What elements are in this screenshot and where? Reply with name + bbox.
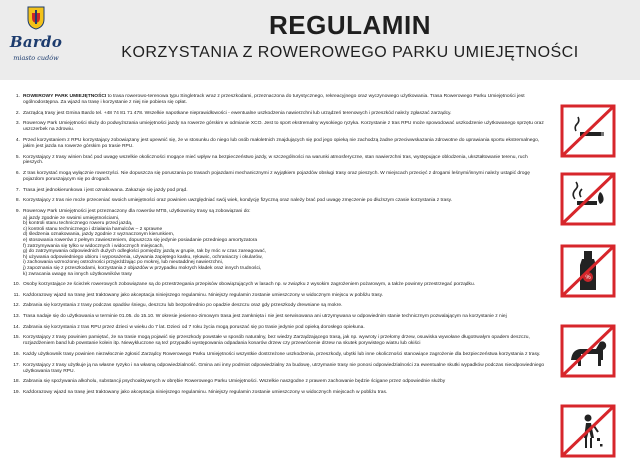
- rule-number: 5.: [15, 154, 20, 160]
- rule-body: [23, 121, 548, 133]
- rule-subitem: j) zapoznania się z przeszkodami, korzystania z objazdów w przypadku mokrych kładek oraz innych trudności,: [23, 265, 262, 271]
- rule-number: 7.: [15, 187, 20, 193]
- rule-body: [23, 303, 548, 309]
- rule-item: [12, 111, 548, 117]
- rule-body: [23, 198, 548, 204]
- rule-number: 12.: [13, 303, 20, 309]
- rule-text: Każdy użytkownik trasy powinien niezwłocznie zgłosić Zarządcy Rowerowego Parku Umiejętności wszystkie dostrzeżone uszkodzenia, przeszkody, ubytki lub inne okoliczności stanowiące zagrożenie dla bezpieczeństwa korzystania z trasy.: [23, 352, 541, 358]
- rule-body: [23, 390, 548, 396]
- rule-item: [12, 198, 548, 204]
- rule-item: [12, 352, 548, 358]
- rule-item: [12, 314, 548, 320]
- rule-text: Trasa nadaje się do użytkowania w terminie 01.05. do 15.10. W okresie jesienno-zimowym trasa jest zamknięta i nie jest serwisowana ani utrzymywana w odpowiednim stanie technicznym pozwalającym na korzystanie z niej: [23, 314, 507, 319]
- rule-subitem: a) jazdy zgodnie ze swoimi umiejętnościami,: [23, 215, 120, 221]
- rule-number: 8.: [15, 198, 20, 204]
- rule-number: 4.: [15, 137, 20, 143]
- rule-subitem: b) kontroli stanu technicznego roweru przed jazdą,: [23, 221, 133, 227]
- rule-body: [23, 293, 548, 299]
- rule-number: 6.: [15, 171, 20, 177]
- rule-text: Korzystający z tras nie może przeceniać swoich umiejętności oraz powinien uwzględniać swój wiek, kondycję fizyczną oraz należy brać pod uwagę zmęczenie po dłuższym czasie korzystania z trasy.: [23, 198, 453, 204]
- rule-text: Zabrania się korzystania z tras RPU przez dzieci w wieku do 7 lat. Dzieci od 7 roku życia mogą poruszać się po trasie jedynie pod opieką dorosłego opiekuna.: [23, 324, 365, 330]
- rule-body: [23, 138, 548, 150]
- rule-item: [12, 188, 548, 194]
- page-subtitle: KORZYSTANIA Z ROWEROWEGO PARKU UMIEJĘTNOŚCI: [121, 44, 579, 61]
- rule-item: [12, 335, 548, 347]
- rule-number: 14.: [13, 324, 20, 330]
- rule-body: [23, 379, 548, 385]
- rule-number: 17.: [13, 362, 20, 368]
- rule-number: 13.: [13, 314, 20, 319]
- rule-lead: ROWEROWY PARK UMIEJĘTNOŚCI: [23, 94, 107, 99]
- rule-number: 3.: [15, 121, 20, 127]
- rule-text: Zabrania się spożywania alkoholu, substancji psychoaktywnych w obrębie Rowerowego Parku Umiejętności. Wszelkie naszgodne z prawem zachowanie będzie ścigane przez odpowiednie służby: [23, 379, 446, 385]
- header: [0, 0, 640, 80]
- rule-subitem: i) zachowania wzmożonej ostrożności przyjeżdżając po mokrej, lub nieutaddnej nawierzchni,: [23, 260, 224, 266]
- rule-number: 2.: [15, 110, 20, 116]
- rule-body: [23, 209, 548, 277]
- rule-text: Zabrania się korzystania z trasy podczas opadów śniegu, deszczu lub bezpośrednio po opadzie deszczu oraz gdy przeszkody drewniane są mokre.: [23, 303, 343, 309]
- rule-number: 1.: [15, 94, 20, 99]
- no-fire-icon: [560, 172, 616, 226]
- rule-body: [23, 325, 548, 331]
- rule-number: 11.: [13, 292, 20, 298]
- rule-item: [12, 155, 548, 167]
- rule-subitem: g) do zatrzymywania odpowiednich dużych odległości pomiędzy jazdą w grupie, tak by móc w czas zareagować,: [23, 249, 267, 255]
- rule-text: Rowerowy Park Umiejętności służy do podwyższania umiejętności jazdy na rowerze górskim w odmianie XCO. Jest to sport ekstremalny wysokiego ryzyka. Korzystanie z tras RPU może spowodować uszkodzenie użytkowanego sprzętu oraz uszczerbek na zdrowiu.: [23, 121, 544, 133]
- rule-item: [12, 209, 548, 277]
- no-littering-icon: [560, 404, 616, 458]
- logo-text: Bardo: [9, 33, 63, 51]
- rule-body: [23, 188, 548, 194]
- rule-text: Trasa jest jednokierunkowa i jest oznakowana. Zakazuje się jazdy pod prąd.: [23, 187, 188, 193]
- rule-body: [23, 155, 548, 167]
- rule-text: Korzystający z trasy użytkuje ją na własne ryzyko i na własną odpowiedzialność. Gmina ani inny podmiot odpowiedzialny za budowę, utrzymanie trasy nie ponosi odpowiedzialności za ewentualne skutki wypadków podczas nieodpowiedniego użytkowania trasy RPU.: [23, 362, 545, 374]
- rule-body: [23, 363, 548, 375]
- logo-slogan: miasto cudów: [13, 54, 59, 62]
- rule-number: 9.: [15, 209, 20, 215]
- rule-text: Kaźdorazowy wjazd na trasę jest traktowany jako akceptacja niniejszego regulaminu. Niniejszy regulamin zostanie umieszczony w widocznych miejscach w pobliżu tras.: [23, 390, 388, 396]
- rule-number: 19.: [13, 390, 20, 396]
- rule-body: [23, 171, 548, 183]
- rule-text: Korzystający z trasy powinien pamiętać, że na trasie mogą pojawić się przeszkody powstałe w sposób naturalny, bez wiedzy Zarządzającego trasą, jak np. wywroty i przełomy drzew, osuwiska wywołane długotrwałym opadem deszczu, rozjazdżeniem band lub powstanie kolein itp. Niewykluczone są też przypadki występowania odpadania konarów drzew czy przewrócenie drzew na skutek porywistego wiatru lub okiści: [23, 335, 530, 347]
- rule-subitem: c) kontroli stanu technicznego i działania hamulców – 2 sprawne: [23, 226, 163, 232]
- rule-body: [23, 314, 548, 320]
- rule-item: [12, 363, 548, 375]
- rule-subitem: k) zwracania uwagę na innych użytkowników trasy: [23, 271, 133, 277]
- rule-sublist: [23, 216, 548, 278]
- rule-subitem: h) używania odpowiedniego ubioru i wyposażenia, używania zapiętego kasku, rękawic, ochraniaczy i okularów,: [23, 254, 263, 260]
- rule-item: [12, 303, 548, 309]
- rule-item: [12, 293, 548, 299]
- rule-body: [23, 335, 548, 347]
- rule-body: [23, 282, 548, 288]
- rule-body: [23, 111, 548, 117]
- page-title: REGULAMIN: [269, 10, 431, 40]
- no-alcohol-icon: [560, 244, 616, 298]
- rule-text: Korzystający z trasy winien brać pod uwagę wszelkie okoliczności mogące mieć wpływ na bezpieczeństwo jazdy, w szczególności na warunki atmosferyczne, stan nawierzchni tras, występujące oblodzenia, ukształtowanie terenu, ruch pieszych.: [23, 154, 528, 166]
- rule-text: Osoby korzystające ze ścieżek rowerowych zobowiązane są do przestrzegania przepisów obowiązujących w lasach np. w związku z wysokim zagrożeniem pożarowym, a także powinny przestrzegać porządku.: [23, 281, 476, 287]
- svg-text:%: %: [585, 275, 591, 281]
- no-smoking-icon: [560, 104, 616, 158]
- rule-item: [12, 94, 548, 106]
- rule-subitem: f) zatrzymywania się tylko w widocznych i widocznych miejscach,: [23, 243, 164, 249]
- no-dogs-icon: [560, 324, 616, 378]
- rule-item: [12, 379, 548, 385]
- rule-text: Kaźdorazowy wjazd na trasę jest traktowany jako akceptacja niniejszego regulaminu. Niniejszy regulamin zostanie umieszczony w widocznym miejscu w pobliżu trasy.: [23, 292, 384, 298]
- rule-item: [12, 325, 548, 331]
- rule-item: [12, 138, 548, 150]
- rule-text: Rowerowy Park Umiejętności jest przeznaczony dla rowerów MTB, użytkownicy trasy są zobowiązani do:: [23, 209, 251, 215]
- rule-body: [23, 94, 548, 106]
- rule-number: 18.: [13, 379, 20, 385]
- rule-text: Zarządcą trasy jest Gmina Bardo tel. +48 74 81 71 478. Wszelkie napotkane nieprawidłowości - ewentualne uszkodzenia nawierzchni lub urządzeń terenowych i przeszkód należy zgłaszać zarządcy.: [23, 110, 452, 116]
- rule-item: [12, 390, 548, 396]
- rule-number: 10.: [13, 281, 20, 287]
- rule-item: [12, 282, 548, 288]
- rule-number: 16.: [13, 352, 20, 358]
- bardo-logo: [8, 6, 64, 76]
- rule-body: [23, 352, 548, 358]
- rule-text: Przed korzystaniem z RPU korzystający zobowiązany jest upewnić się, że w stosunku do niego lub osób małoletnich znajdujących się pod jego opieką nie zachodzą żadne przeciwwskazania zdrowotne do uprawiania sportu ekstremalnego, jakim jest jazda na rowerze górskim po trasie RPU.: [23, 137, 540, 149]
- rule-subitem: e) stosowania rowerów z pełnym zawieszeniem, dopuszcza się jedynie posiadanie przedniego amortyzatora: [23, 237, 258, 243]
- coat-of-arms-icon: [27, 6, 45, 30]
- rule-subitem: d) śledzenia oznakowania, jazdy zgodnie z wyznaczonym kierunkiem,: [23, 232, 175, 238]
- prohibition-signs: [560, 104, 618, 464]
- rule-number: 15.: [13, 335, 20, 341]
- rules-list: [12, 94, 548, 401]
- rule-text: Z tras korzystać mogą wyłącznie rowerzyści. Nie dopuszcza się poruszania po trasach pojazdami mechanicznymi z wyjątkiem pojazdów obsługi trasy oraz pieszych. W miejscach przecięć z drogami leśnymi/innymi należy ustąpić drogę pojazdom poruszającym się po drogach.: [23, 171, 530, 183]
- rule-text: to trasa rowerowo-terenowa typu Singletrack wraz z przeszkodami, przeznaczona do turystycznego, rekreacyjnego oraz wyczynowego użytkowania. Trasa Rowerowego Parku Umiejętności jest ogólnodostępna. Za wjazd na trasę i korzystanie z niej nie pobiera się opłat.: [23, 94, 525, 105]
- rule-item: [12, 121, 548, 133]
- rule-item: [12, 171, 548, 183]
